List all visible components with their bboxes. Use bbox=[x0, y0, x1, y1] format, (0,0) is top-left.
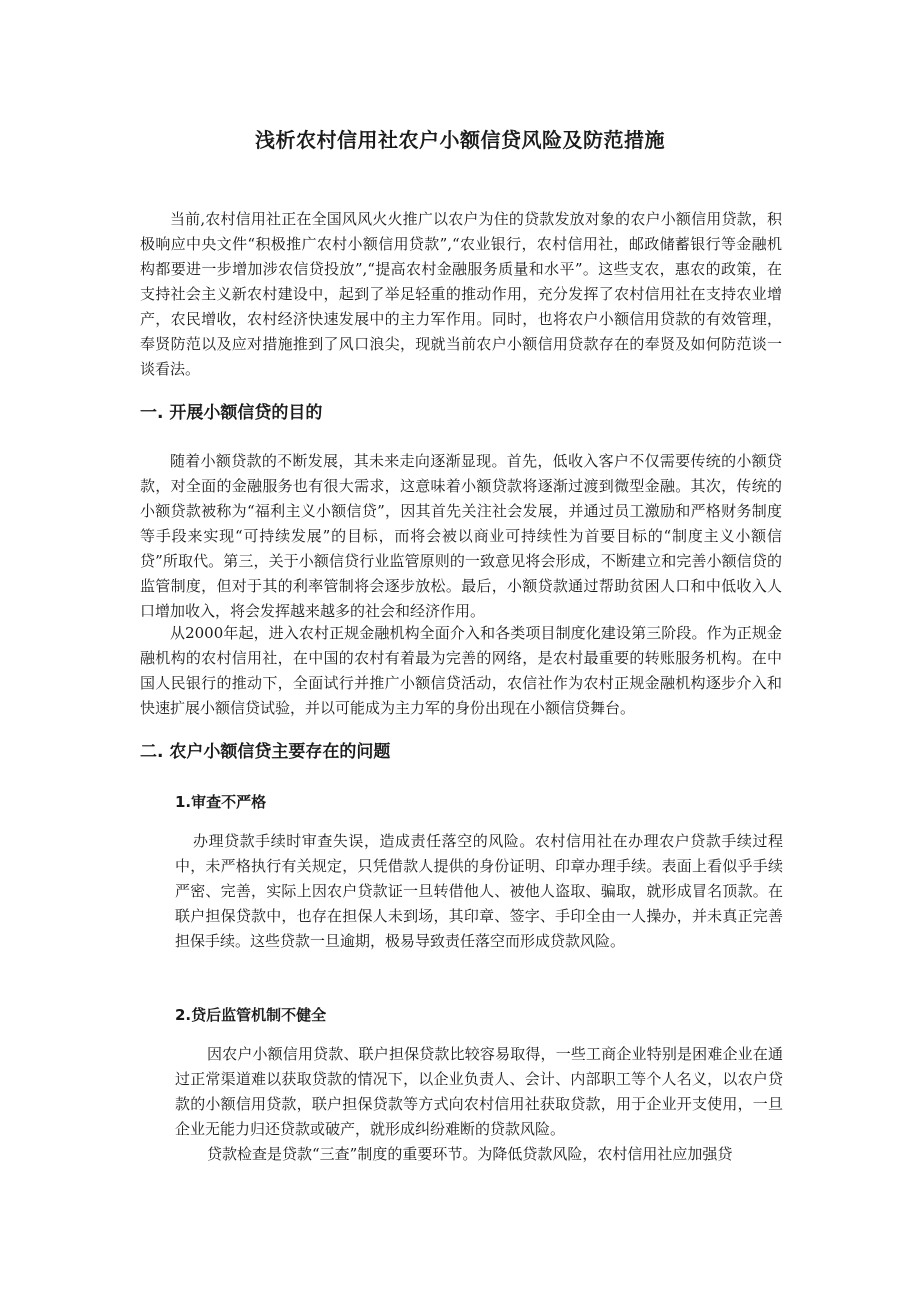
section-1-paragraph-2: 从2000年起，进入农村正规金融机构全面介入和各类项目制度化建设第三阶段。作为正规金融机构的农村信用社，在中国的农村有着最为完善的网络，是农村最重要的转账服务机构。在中国人民银行的推动下，全面试行并推广小额信贷活动，农信社作为农村正规金融机构逐步介入和快速扩展小额信贷试验，并以可能成为主力军的身份出现在小额信贷舞台。 bbox=[140, 624, 782, 717]
subsection-2-paragraph-2: 贷款检查是贷款“三查”制度的重要环节。为降低贷款风险，农村信用社应加强贷 bbox=[207, 1145, 733, 1163]
subsection-2-heading: 2.贷后监管机制不健全 bbox=[175, 1006, 327, 1024]
section-2-heading: 二. 农户小额信贷主要存在的问题 bbox=[140, 742, 391, 762]
subsection-2-paragraph-1: 因农户小额信用贷款、联户担保贷款比较容易取得，一些工商企业特别是困难企业在通过正常渠道难以获取贷款的情况下，以企业负责人、会计、内部职工等个人名义，以农户贷款的小额信用贷款，联户担保贷款等方式向农村信用社获取贷款，用于企业开支使用，一旦企业无能力归还贷款或破产，就形成纠纷难断的贷款风险。 bbox=[175, 1045, 783, 1138]
intro-paragraph: 当前,农村信用社正在全国风风火火推广以农户为住的贷款发放对象的农户小额信用贷款，积极响应中央文件“积极推广农村小额信用贷款”,“农业银行，农村信用社，邮政储蓄银行等金融机构都要进一步增加涉农信贷投放”,“提高农村金融服务质量和水平”。这些支农，惠农的政策，在支持社会主义新农村建设中，起到了举足轻重的推动作用，充分发挥了农村信用社在支持农业增产，农民增收，农村经济快速发展中的主力军作用。同时，也将农户小额信用贷款的有效管理，奉贤防范以及应对措施推到了风口浪尖，现就当前农户小额信用贷款存在的奉贤及如何防范谈一谈看法。 bbox=[140, 210, 782, 378]
document-title: 浅析农村信用社农户小额信贷风险及防范措施 bbox=[255, 128, 665, 152]
subsection-1-paragraph: 办理贷款手续时审查失误，造成责任落空的风险。农村信用社在办理农户贷款手续过程中，未严格执行有关规定，只凭借款人提供的身份证明、印章办理手续。表面上看似乎手续严密、完善，实际上因农户贷款证一旦转借他人、被他人盗取、骗取，就形成冒名顶款。在联户担保贷款中，也存在担保人未到场，其印章、签字、手印全由一人操办，并未真正完善担保手续。这些贷款一旦逾期，极易导致责任落空而形成贷款风险。 bbox=[175, 832, 783, 950]
section-1-heading: 一. 开展小额信贷的目的 bbox=[140, 403, 323, 423]
section-1-paragraph-1: 随着小额贷款的不断发展，其未来走向逐渐显现。首先，低收入客户不仅需要传统的小额贷款，对全面的金融服务也有很大需求，这意味着小额贷款将逐渐过渡到微型金融。其次，传统的小额贷款被称为“福利主义小额信贷”，因其首先关注社会发展，并通过员工激励和严格财务制度等手段来实现“可持续发展”的目标，而将会被以商业可持续性为首要目标的“制度主义小额信贷”所取代。第三，关于小额信贷行业监管原则的一致意见将会形成，不断建立和完善小额信贷的监管制度，但对于其的利率管制将会逐步放松。最后，小额贷款通过帮助贫困人口和中低收入人口增加收入，将会发挥越来越多的社会和经济作用。 bbox=[140, 452, 782, 620]
subsection-1-heading: 1.审查不严格 bbox=[175, 793, 267, 811]
